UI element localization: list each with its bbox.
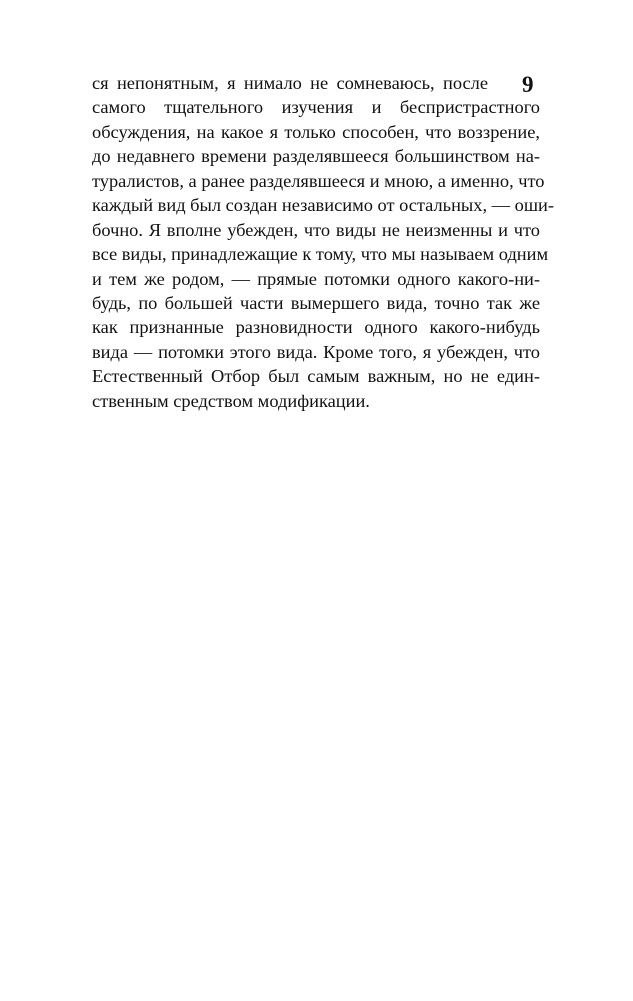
text-line: все виды, принадлежащие к тому, что мы называем одним xyxy=(92,244,549,265)
text-line: обсуждения, на какое я только способен, что воззрение, xyxy=(92,121,540,142)
text-line: туралистов, а ранее разделявшееся и мною, а именно, что xyxy=(92,170,545,191)
text-line: бочно. Я вполне убежден, что виды не неизменны и что xyxy=(92,219,540,240)
text-line: будь, по большей части вымершего вида, точно так же xyxy=(92,292,540,313)
text-line: самого тщательного изучения и беспристрастного xyxy=(92,97,540,118)
page-number: 9 xyxy=(522,72,534,97)
text-line: как признанные разновидности одного какого-нибудь xyxy=(92,317,540,338)
text-line: вида — потомки этого вида. Кроме того, я убежден, что xyxy=(92,341,540,362)
text-line: и тем же родом, — прямые потомки одного какого-ни- xyxy=(92,268,540,289)
text-line: ся непонятным, я нимало не сомневаюсь, после xyxy=(92,73,488,93)
text-line: каждый вид был создан независимо от остальных, — оши- xyxy=(92,195,554,216)
text-line: Естественный Отбор был самым важным, но не един- xyxy=(92,366,540,387)
body-text xyxy=(92,71,554,413)
text-line: ственным средством модификации. xyxy=(92,390,370,411)
text-line: до недавнего времени разделявшееся большинством на- xyxy=(92,146,540,167)
